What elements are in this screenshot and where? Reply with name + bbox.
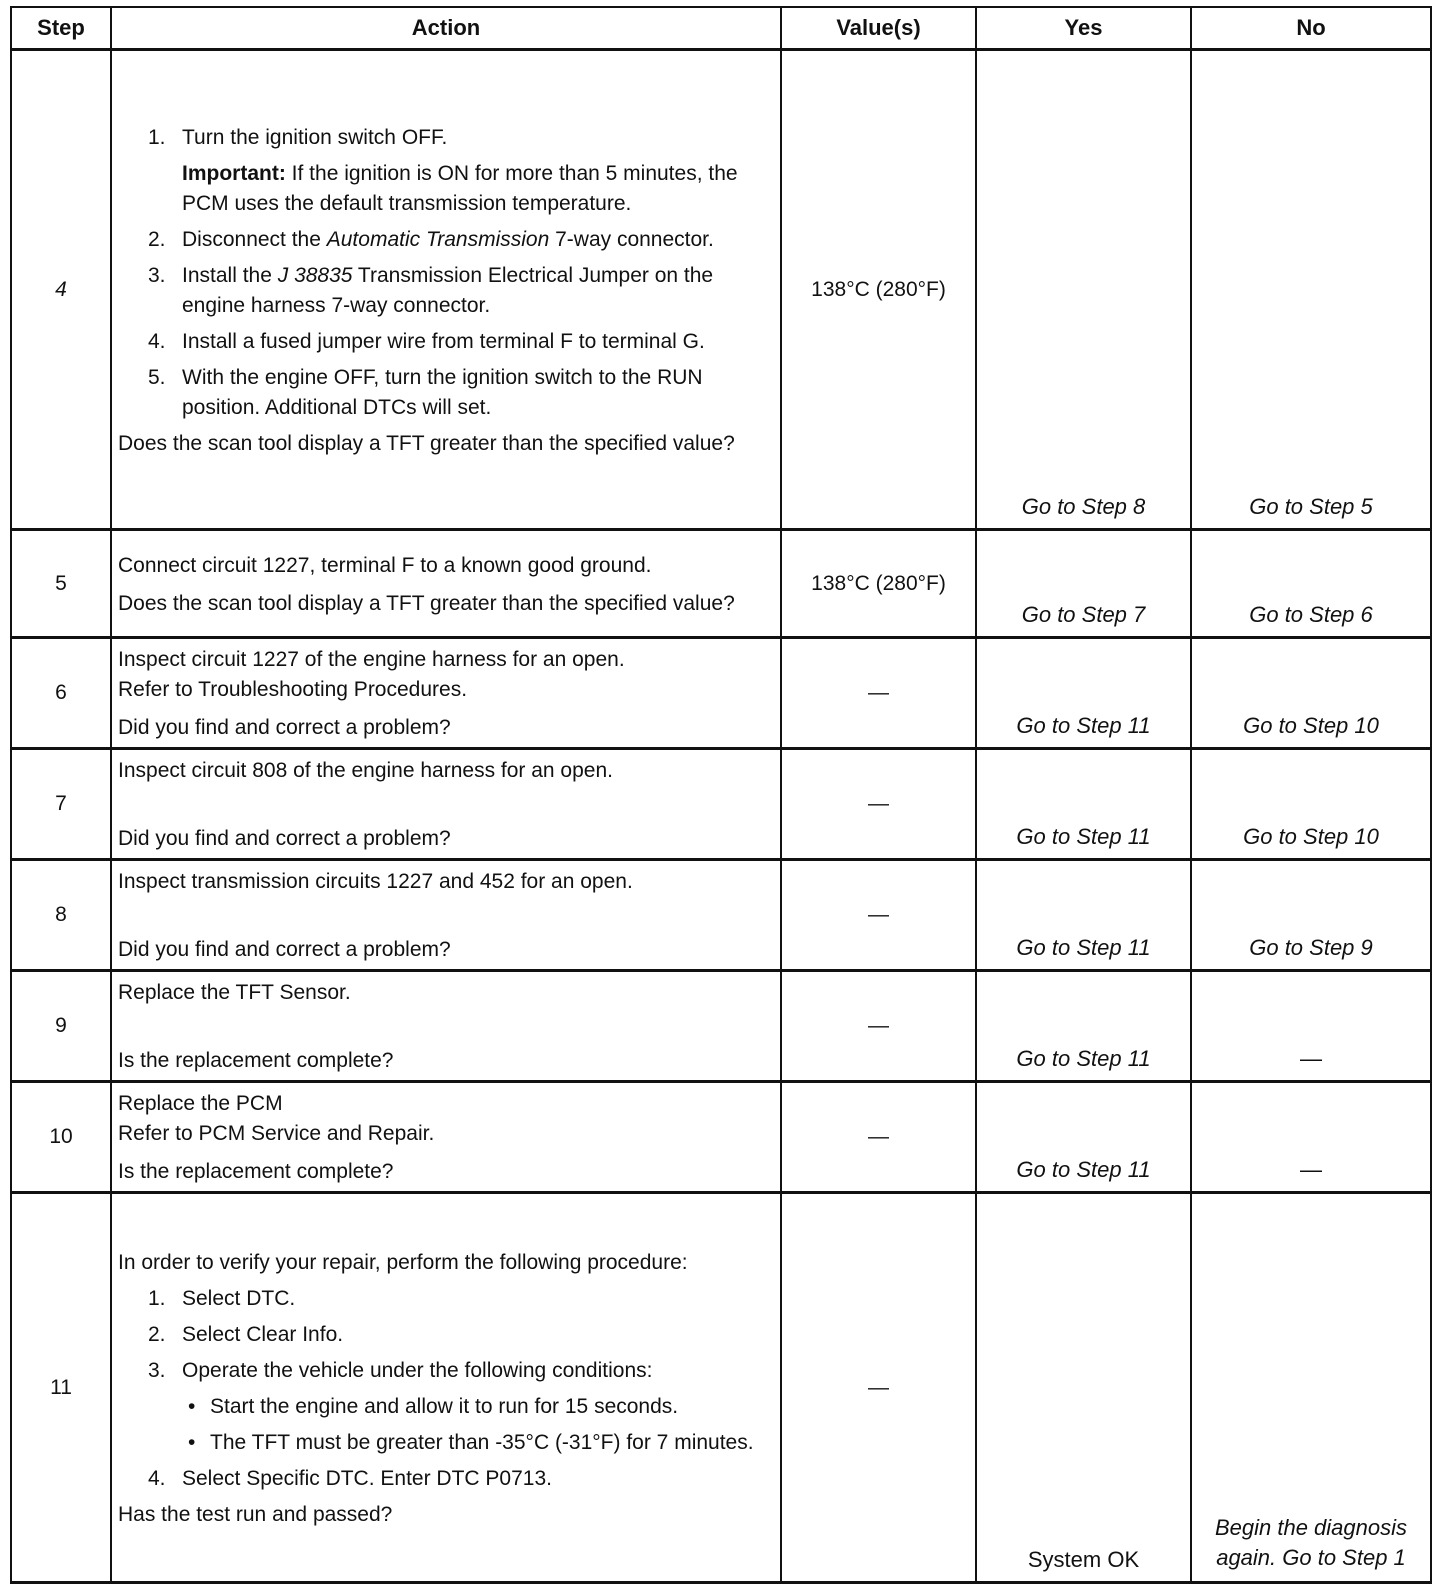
step-num: 2. [148,227,166,251]
table-row [11,971,1431,1082]
yes-cell: Go to Step 8 [976,50,1191,530]
table-row [11,638,1431,749]
bullet-text: The TFT must be greater than -35°C (-31°F) for 7 minutes. [210,1430,754,1454]
yes-cell: Go to Step 11 [976,971,1191,1082]
action-cell [111,749,781,860]
step-number: 5 [11,530,111,638]
action-text: Replace the PCM [118,1092,283,1115]
action-question: Did you find and correct a problem? [118,827,451,850]
step-text: 7-way connector. [549,227,714,251]
step-text: Install a fused jumper wire from terminal F to terminal G. [182,329,705,353]
value-cell: — [781,860,976,971]
table-row [11,749,1431,860]
action-text: Refer to PCM Service and Repair. [118,1122,435,1145]
value-cell: — [781,638,976,749]
no-cell: — [1191,971,1431,1082]
header-values: Value(s) [781,7,976,50]
step-text: Transmission Electrical Jumper on the engine harness 7-way connector. [182,263,714,317]
step-num: 1. [148,1286,166,1310]
table-row [11,50,1431,530]
action-cell [111,971,781,1082]
action-text: Inspect transmission circuits 1227 and 452 for an open. [118,870,633,893]
important-note [118,159,774,219]
step-number: 8 [11,860,111,971]
bullet-text: Start the engine and allow it to run for 15 seconds. [210,1394,679,1418]
no-cell: Go to Step 5 [1191,50,1431,530]
yes-cell: Go to Step 11 [976,749,1191,860]
action-question: Has the test run and passed? [118,1502,393,1526]
step-number: 9 [11,971,111,1082]
no-cell: Go to Step 6 [1191,530,1431,638]
step-num: 4. [148,329,166,353]
action-cell [111,860,781,971]
condition-bullet [118,1392,774,1422]
no-cell: Go to Step 10 [1191,638,1431,749]
step-text: Install the [182,263,278,287]
yes-cell: Go to Step 11 [976,1082,1191,1193]
value-cell: — [781,1193,976,1583]
action-cell [111,1082,781,1193]
action-question: Is the replacement complete? [118,1049,394,1072]
action-text: Inspect circuit 808 of the engine harness for an open. [118,759,613,782]
value-cell: — [781,749,976,860]
action-step [118,327,774,357]
action-question: Did you find and correct a problem? [118,716,451,739]
no-cell: — [1191,1082,1431,1193]
bullet-icon: • [188,1394,196,1418]
value-cell: 138°C (280°F) [781,50,976,530]
step-text: Operate the vehicle under the following conditions: [182,1358,653,1382]
yes-cell: Go to Step 11 [976,860,1191,971]
value-cell: — [781,1082,976,1193]
step-number: 10 [11,1082,111,1193]
action-question: Did you find and correct a problem? [118,938,451,961]
table-row [11,860,1431,971]
action-step [118,363,774,423]
step-num: 4. [148,1466,166,1490]
table-row [11,530,1431,638]
step-number: 11 [11,1193,111,1583]
action-step [118,1464,774,1494]
connector-name: Automatic Transmission [326,227,550,251]
bullet-icon: • [188,1430,196,1454]
diagnostic-table [10,6,1432,1584]
yes-cell: Go to Step 11 [976,638,1191,749]
step-num: 3. [148,263,166,287]
action-cell [111,530,781,638]
action-step [118,261,774,321]
step-text: Select Specific DTC. Enter DTC P0713. [182,1466,552,1490]
important-text: If the ignition is ON for more than 5 minutes, the PCM uses the default transmission temperature. [182,161,738,215]
action-question: Does the scan tool display a TFT greater than the specified value? [118,591,735,615]
action-step [118,1320,774,1350]
header-step: Step [11,7,111,50]
step-number: 7 [11,749,111,860]
step-num: 2. [148,1322,166,1346]
value-cell: — [781,971,976,1082]
tool-number: J 38835 [277,263,353,287]
action-step [118,225,774,255]
action-step [118,1284,774,1314]
yes-cell: Go to Step 7 [976,530,1191,638]
condition-bullet [118,1428,774,1458]
action-question: Does the scan tool display a TFT greater than the specified value? [118,431,735,455]
action-step [118,1356,774,1386]
header-row [11,7,1431,50]
step-text: Turn the ignition switch OFF. [182,125,448,149]
action-text: Inspect circuit 1227 of the engine harness for an open. [118,648,625,671]
step-number: 4 [11,50,111,530]
table-row [11,1082,1431,1193]
step-num: 1. [148,125,166,149]
step-text: Disconnect the [182,227,327,251]
table-row [11,1193,1431,1583]
header-yes: Yes [976,7,1191,50]
step-num: 3. [148,1358,166,1382]
action-text: Replace the TFT Sensor. [118,981,351,1004]
important-label: Important: [182,161,286,185]
action-cell [111,1193,781,1583]
step-text: Select DTC. [182,1286,296,1310]
header-no: No [1191,7,1431,50]
no-cell: Begin the diagnosis again. Go to Step 1 [1191,1193,1431,1583]
step-text: Select Clear Info. [182,1322,344,1346]
header-action: Action [111,7,781,50]
no-cell: Go to Step 9 [1191,860,1431,971]
diagnostic-table-sheet [10,6,1430,1586]
value-cell: 138°C (280°F) [781,530,976,638]
action-text: In order to verify your repair, perform the following procedure: [118,1250,688,1274]
step-num: 5. [148,365,166,389]
no-cell: Go to Step 10 [1191,749,1431,860]
action-cell [111,50,781,530]
step-number: 6 [11,638,111,749]
action-step [118,123,774,153]
action-cell [111,638,781,749]
action-text: Connect circuit 1227, terminal F to a known good ground. [118,553,652,577]
action-question: Is the replacement complete? [118,1160,394,1183]
yes-cell: System OK [976,1193,1191,1583]
step-text: With the engine OFF, turn the ignition switch to the RUN position. Additional DTCs will set. [182,365,703,419]
action-text: Refer to Troubleshooting Procedures. [118,678,468,701]
